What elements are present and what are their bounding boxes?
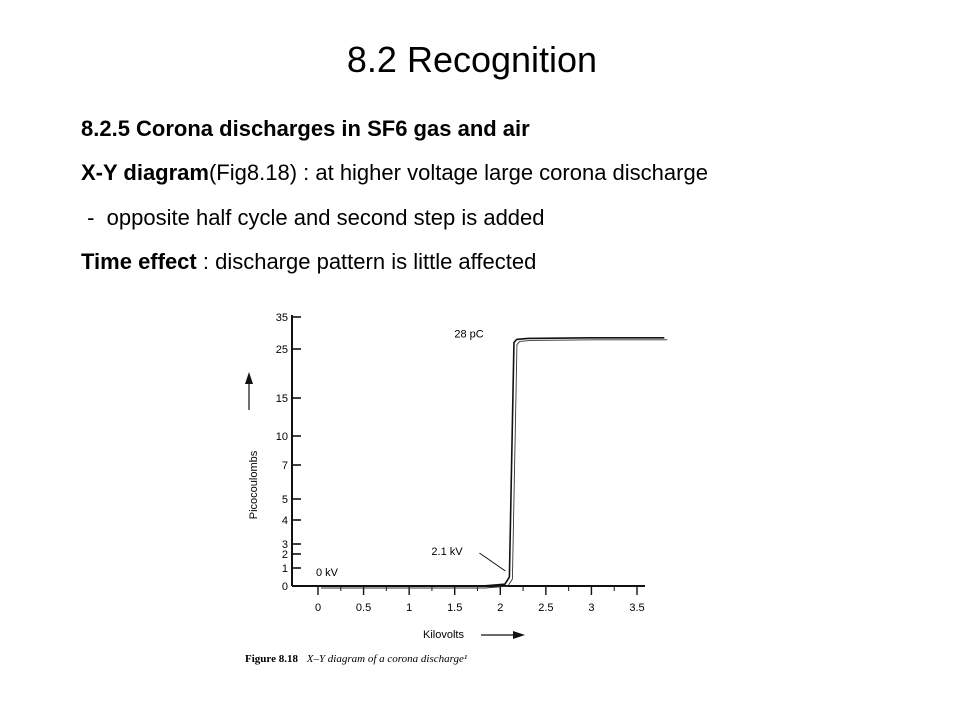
bullet-corona-heading: 8.2.5 Corona discharges in SF6 gas and air: [81, 116, 530, 141]
x-axis-label: Kilovolts: [423, 629, 464, 641]
chart-series: [318, 338, 667, 588]
slide-title: 8.2 Recognition: [346, 39, 598, 80]
x-axis-ticks: [315, 586, 645, 614]
y-axis-label: Picocoulombs: [248, 450, 260, 520]
bullet-xy-diagram: [81, 159, 708, 187]
bullet-time-effect: [81, 248, 536, 276]
bullet-time-effect-text: : discharge pattern is little affected: [196, 249, 537, 274]
x-tick-label: 3.5: [629, 602, 645, 614]
figure-xy-diagram: [235, 300, 675, 672]
annotation-knee-pointer: [479, 553, 505, 571]
x-tick-label: 2.5: [538, 602, 554, 614]
chart-annotations: [316, 328, 505, 579]
series-line: [318, 338, 664, 586]
figure-caption-label: Figure 8.18: [245, 653, 298, 665]
y-tick-label: 3: [281, 539, 288, 551]
x-tick-label: 3: [588, 602, 595, 614]
y-tick-label: 2: [281, 549, 288, 561]
y-axis-arrowhead: [245, 372, 253, 384]
y-tick-label: 1: [281, 563, 288, 575]
y-tick-label: 10: [275, 431, 288, 443]
annotation-start-label: 0 kV: [316, 567, 339, 579]
x-tick-label: 1: [406, 602, 413, 614]
y-axis-ticks: [276, 312, 301, 593]
y-tick-label: 0: [281, 581, 288, 593]
bullet-opposite-half-cycle: - opposite half cycle and second step is added: [81, 205, 545, 230]
x-axis-arrowhead: [513, 631, 525, 639]
bullet-time-effect-term: Time effect: [81, 249, 197, 274]
y-tick-label: 4: [281, 515, 288, 527]
chart-axes: [292, 315, 645, 586]
series-line-trace: [321, 340, 667, 588]
y-tick-label: 25: [275, 344, 288, 356]
x-tick-label: 1.5: [447, 602, 463, 614]
x-tick-label: 2: [497, 602, 504, 614]
x-tick-label: 0: [314, 602, 322, 614]
xy-corona-chart: [235, 300, 675, 672]
annotation-peak-label: 28 pC: [454, 328, 484, 341]
y-tick-label: 15: [275, 393, 288, 405]
figure-caption: [245, 653, 467, 665]
y-tick-label: 7: [281, 460, 288, 472]
annotation-knee-label: 2.1 kV: [431, 546, 463, 558]
bullet-xy-diagram-text: (Fig8.18) : at higher voltage large corona discharge: [208, 160, 708, 185]
x-tick-label: 0.5: [355, 602, 372, 614]
figure-caption-text: X–Y diagram of a corona discharge¹: [306, 653, 468, 665]
bullet-xy-diagram-term: X-Y diagram: [81, 160, 209, 185]
y-tick-label: 5: [281, 494, 288, 506]
y-tick-label: 35: [275, 312, 288, 324]
